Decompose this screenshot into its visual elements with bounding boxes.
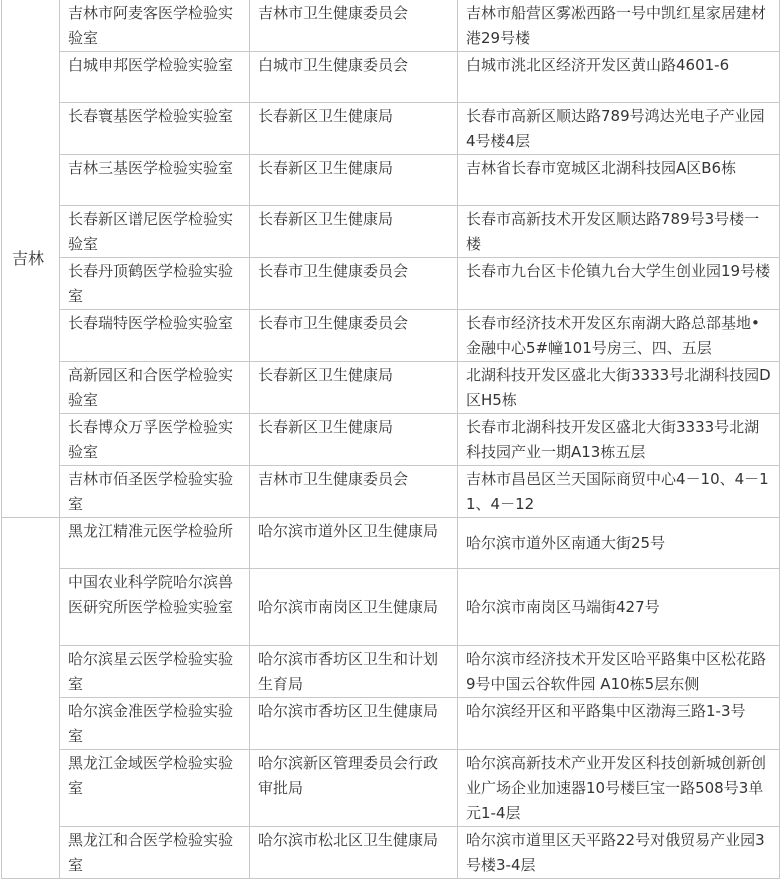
authority-cell: 长春新区卫生健康局 xyxy=(250,206,458,258)
table-row xyxy=(2,750,780,827)
address-cell: 长春市北湖科技开发区盛北大街3333号北湖科技园产业一期A13栋五层 xyxy=(458,414,780,466)
lab-name-cell: 黑龙江精准元医学检验所 xyxy=(60,518,250,569)
address-cell: 哈尔滨市道里区天平路22号对俄贸易产业园3号楼3-4层 xyxy=(458,827,780,879)
authority-cell: 白城市卫生健康委员会 xyxy=(250,52,458,103)
authority-cell: 长春新区卫生健康局 xyxy=(250,362,458,414)
table-row xyxy=(2,155,780,206)
lab-name-cell: 哈尔滨金准医学检验实验室 xyxy=(60,698,250,750)
authority-cell: 长春新区卫生健康局 xyxy=(250,155,458,206)
lab-name-cell: 高新园区和合医学检验实验室 xyxy=(60,362,250,414)
authority-cell: 哈尔滨市香坊区卫生和计划生育局 xyxy=(250,646,458,698)
table-row xyxy=(2,258,780,310)
address-cell: 哈尔滨经开区和平路集中区渤海三路1-3号 xyxy=(458,698,780,750)
lab-name-cell: 吉林市佰圣医学检验实验室 xyxy=(60,466,250,518)
authority-cell: 长春新区卫生健康局 xyxy=(250,414,458,466)
lab-name-cell: 黑龙江金域医学检验实验室 xyxy=(60,750,250,827)
lab-name-cell: 黑龙江和合医学检验实验室 xyxy=(60,827,250,879)
address-cell: 哈尔滨市经济技术开发区哈平路集中区松花路9号中国云谷软件园 A10栋5层东侧 xyxy=(458,646,780,698)
table-row xyxy=(2,52,780,103)
authority-cell: 长春市卫生健康委员会 xyxy=(250,258,458,310)
authority-cell: 哈尔滨市香坊区卫生健康局 xyxy=(250,698,458,750)
address-cell: 北湖科技开发区盛北大街3333号北湖科技园D区H5栋 xyxy=(458,362,780,414)
authority-cell: 哈尔滨新区管理委员会行政审批局 xyxy=(250,750,458,827)
table-row xyxy=(2,206,780,258)
table-row xyxy=(2,698,780,750)
table-row xyxy=(2,362,780,414)
address-cell: 哈尔滨高新技术产业开发区科技创新城创新创业广场企业加速器10号楼巨宝一路508号3单元1-4层 xyxy=(458,750,780,827)
address-cell: 吉林省长春市宽城区北湖科技园A区B6栋 xyxy=(458,155,780,206)
authority-cell: 吉林市卫生健康委员会 xyxy=(250,0,458,52)
address-cell: 长春市九台区卡伦镇九台大学生创业园19号楼 xyxy=(458,258,780,310)
table-row xyxy=(2,414,780,466)
table-row xyxy=(2,466,780,518)
lab-name-cell: 吉林市阿麦客医学检验实验室 xyxy=(60,0,250,52)
table-row xyxy=(2,0,780,52)
authority-cell: 长春市卫生健康委员会 xyxy=(250,310,458,362)
lab-name-cell: 中国农业科学院哈尔滨兽医研究所医学检验实验室 xyxy=(60,569,250,646)
lab-name-cell: 长春丹顶鹤医学检验实验室 xyxy=(60,258,250,310)
address-cell: 长春市高新技术开发区顺达路789号3号楼一楼 xyxy=(458,206,780,258)
address-cell: 长春市高新区顺达路789号鸿达光电子产业园4号楼4层 xyxy=(458,103,780,155)
lab-name-cell: 长春瑞特医学检验实验室 xyxy=(60,310,250,362)
lab-name-cell: 长春寰基医学检验实验室 xyxy=(60,103,250,155)
lab-table xyxy=(1,0,780,879)
lab-name-cell: 哈尔滨星云医学检验实验室 xyxy=(60,646,250,698)
address-cell: 哈尔滨市道外区南通大街25号 xyxy=(458,518,780,569)
address-cell: 哈尔滨市南岗区马端街427号 xyxy=(458,569,780,646)
lab-name-cell: 白城申邦医学检验实验室 xyxy=(60,52,250,103)
authority-cell: 哈尔滨市松北区卫生健康局 xyxy=(250,827,458,879)
table-row xyxy=(2,569,780,646)
authority-cell: 吉林市卫生健康委员会 xyxy=(250,466,458,518)
lab-name-cell: 长春新区谱尼医学检验实验室 xyxy=(60,206,250,258)
province-cell xyxy=(2,518,60,879)
address-cell: 长春市经济技术开发区东南湖大路总部基地•金融中心5#幢101号房三、四、五层 xyxy=(458,310,780,362)
table-row xyxy=(2,310,780,362)
lab-name-cell: 长春博众万孚医学检验实验室 xyxy=(60,414,250,466)
address-cell: 吉林市船营区雾凇西路一号中凯红星家居建材港29号楼 xyxy=(458,0,780,52)
lab-name-cell: 吉林三基医学检验实验室 xyxy=(60,155,250,206)
table-row xyxy=(2,646,780,698)
table-row xyxy=(2,518,780,569)
authority-cell: 长春新区卫生健康局 xyxy=(250,103,458,155)
address-cell: 吉林市昌邑区兰天国际商贸中心4－10、4－11、4－12 xyxy=(458,466,780,518)
province-cell: 吉林 xyxy=(2,0,60,518)
address-cell: 白城市洮北区经济开发区黄山路4601-6 xyxy=(458,52,780,103)
authority-cell: 哈尔滨市南岗区卫生健康局 xyxy=(250,569,458,646)
table-row xyxy=(2,103,780,155)
table-row xyxy=(2,827,780,879)
authority-cell: 哈尔滨市道外区卫生健康局 xyxy=(250,518,458,569)
